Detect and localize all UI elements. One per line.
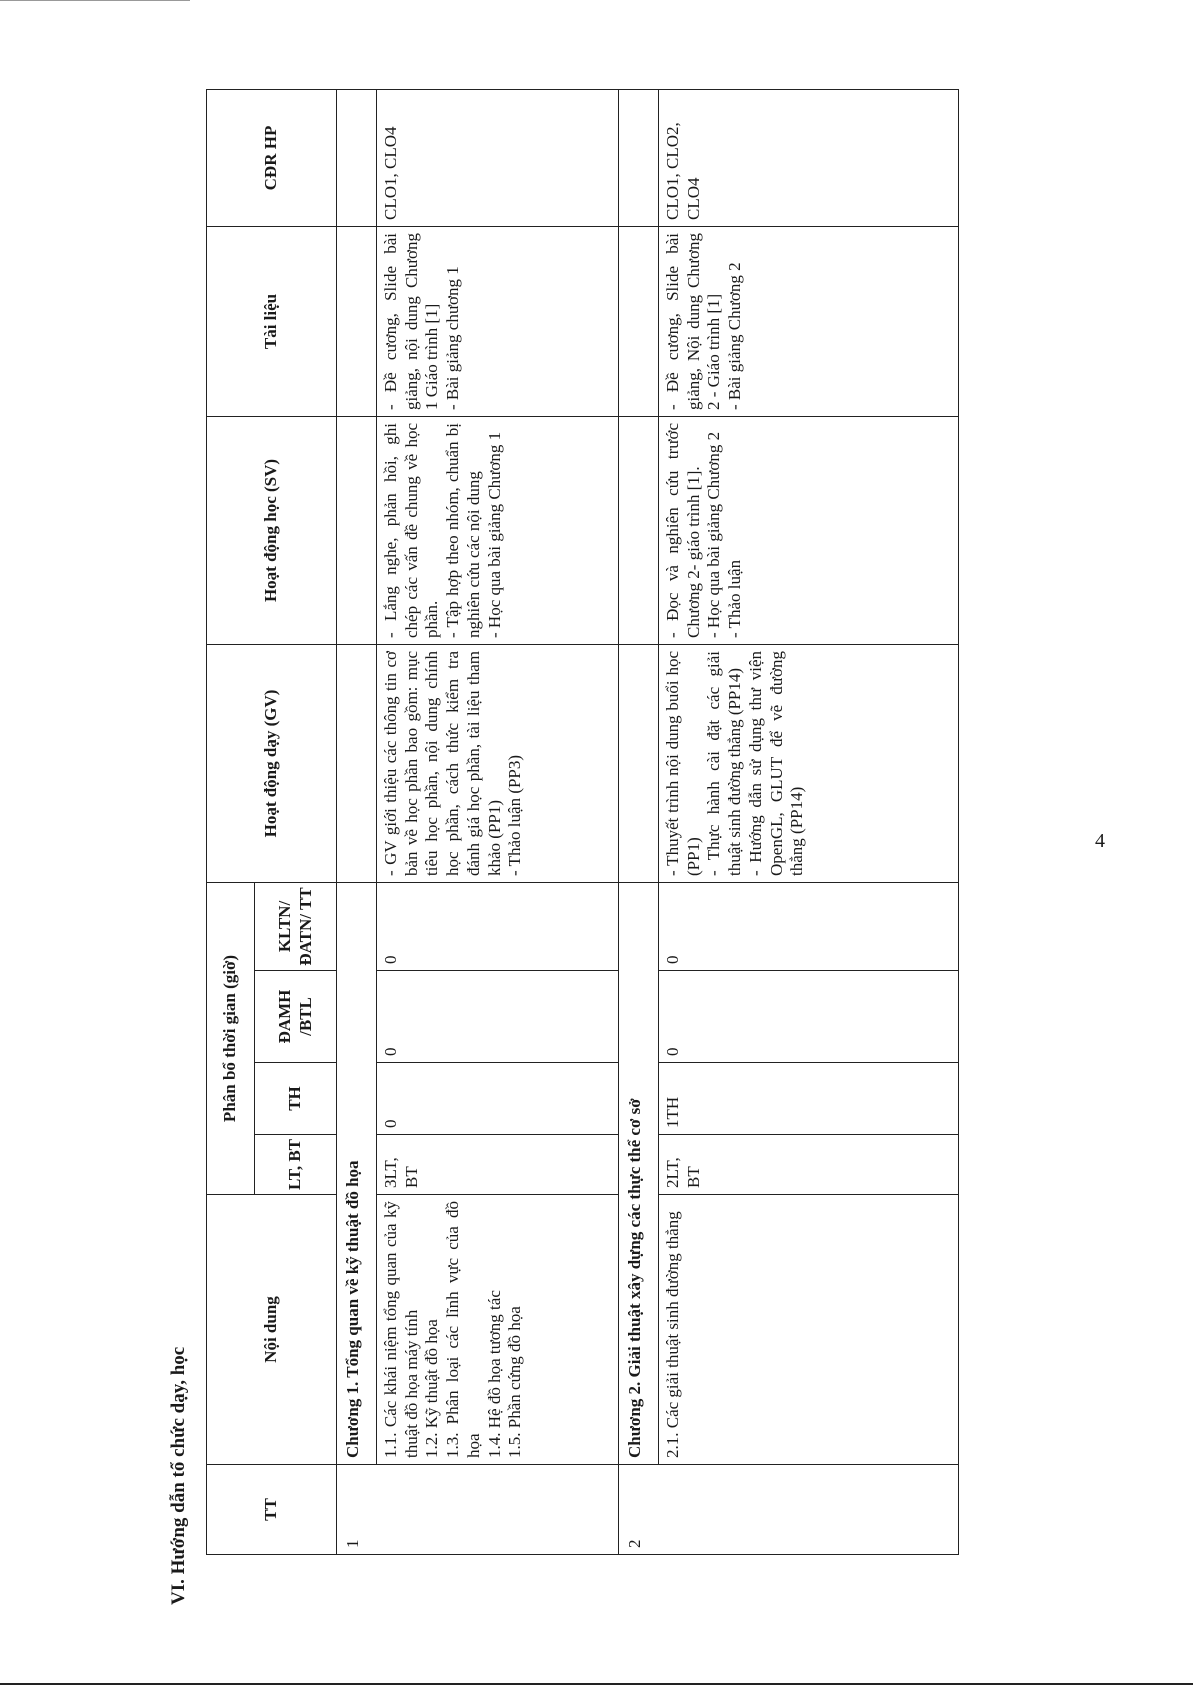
teaching-activity: - Thực hành cài đặt các giải thuật sinh đường thẳng (PP14) — [704, 650, 745, 876]
content-item: 2.1. Các giải thuật sinh đường thẳng — [663, 1211, 682, 1458]
teaching-activity: - Thuyết trình nội dung buổi học (PP1) — [663, 650, 703, 876]
content-cell — [659, 1195, 959, 1465]
tt-cell: 2 — [619, 1465, 959, 1555]
th-cell: 1TH — [659, 1063, 959, 1135]
header-damh-btl: ĐAMH /BTL — [255, 971, 337, 1063]
empty-cell — [337, 226, 377, 416]
header-hoat-dong-day: Hoạt động dạy (GV) — [207, 644, 337, 882]
content-item: 1.1. Các khái niệm tổng quan của kỹ thuật đồ họa máy tính — [381, 1201, 421, 1458]
syllabus-table — [206, 89, 959, 1555]
learning-activity-cell — [659, 416, 959, 644]
header-phan-bo-thoi-gian: Phân bổ thời gian (giờ) — [207, 882, 255, 1194]
chapter-title: Chương 1. Tổng quan về kỹ thuật đồ họa — [337, 882, 377, 1464]
chapter-row — [619, 89, 659, 1554]
teaching-activity: - Thảo luận (PP3) — [505, 754, 525, 876]
header-tai-lieu: Tài liệu — [207, 226, 337, 416]
header-hoat-dong-hoc: Hoạt động học (SV) — [207, 416, 337, 644]
material-item: - Bài giảng chương 1 — [443, 266, 463, 410]
chapter-row — [337, 89, 377, 1554]
teaching-activity: - GV giới thiệu các thông tin cơ bản về học phần bao gồm: mục tiêu học phần, nội dung chính học phần, cách thức kiểm tra đánh giá học phần, tài liệu tham khảo (PP1) — [381, 650, 504, 876]
teaching-activity-cell — [377, 644, 619, 882]
header-lt-bt: LT, BT — [255, 1135, 337, 1195]
header-cdr-hp: CĐR HP — [207, 89, 337, 226]
content-item: 1.4. Hệ đồ họa tương tác — [484, 1290, 504, 1458]
tt-cell: 1 — [337, 1465, 619, 1555]
section-title: VI. Hướng dẫn tổ chức dạy, học — [168, 1346, 189, 1605]
teaching-activity: - Hướng dẫn sử dụng thư viện OpenGL, GLUT để vẽ đường thẳng (PP14) — [745, 650, 807, 876]
rotated-page-content — [168, 45, 1048, 1605]
learning-activity-cell — [377, 416, 619, 644]
content-item: 1.3. Phân loại các lĩnh vực của đồ họa — [443, 1201, 483, 1458]
materials-cell — [377, 226, 619, 416]
learning-activity: - Tập hợp theo nhóm, chuẩn bị nghiên cứu các nội dung — [443, 422, 483, 638]
content-item: 1.2. Kỹ thuật đồ họa — [422, 1319, 442, 1458]
learning-activity: - Học qua bài giảng Chương 1 — [484, 431, 504, 638]
teaching-activity-cell — [659, 644, 959, 882]
scan-edge-top — [0, 0, 190, 1]
materials-cell — [659, 226, 959, 416]
header-noi-dung: Nội dung — [207, 1195, 337, 1465]
empty-cell — [619, 89, 659, 226]
learning-activity: - Thảo luận — [725, 559, 745, 638]
header-th: TH — [255, 1063, 337, 1135]
lt-bt-cell: 3LT, BT — [377, 1135, 619, 1195]
learning-activity: - Đọc và nghiên cứu trước Chương 2- giáo trình [1]. — [663, 422, 703, 638]
damh-btl-cell: 0 — [377, 971, 619, 1063]
empty-cell — [619, 644, 659, 882]
damh-btl-cell: 0 — [659, 971, 959, 1063]
material-item: - Đề cương, Slide bài giảng, nội dung Chương 1 Giáo trình [1] — [381, 232, 442, 410]
table-row — [659, 89, 959, 1554]
material-item: - Đề cương, Slide bài giảng, Nội dung Chương 2 - Giáo trình [1] — [663, 232, 724, 410]
header-kltn: KLTN/ ĐATN/ TT — [255, 882, 337, 970]
material-item: - Bài giảng Chương 2 — [725, 262, 745, 410]
header-tt: TT — [207, 1465, 337, 1555]
chapter-title: Chương 2. Giải thuật xây dựng các thực thể cơ sở — [619, 882, 659, 1464]
empty-cell — [337, 89, 377, 226]
empty-cell — [337, 644, 377, 882]
empty-cell — [619, 226, 659, 416]
content-cell — [377, 1195, 619, 1465]
empty-cell — [619, 416, 659, 644]
clo-cell: CLO1, CLO2, CLO4 — [659, 89, 959, 226]
lt-bt-cell: 2LT, BT — [659, 1135, 959, 1195]
table-row — [377, 89, 619, 1554]
content-item: 1.5. Phần cứng đồ họa — [505, 1306, 525, 1458]
learning-activity: - Lắng nghe, phản hồi, ghi chép các vấn đề chung về học phần. — [381, 422, 442, 638]
kltn-cell: 0 — [377, 882, 619, 970]
th-cell: 0 — [377, 1063, 619, 1135]
page-number: 4 — [1095, 830, 1105, 852]
kltn-cell: 0 — [659, 882, 959, 970]
learning-activity: - Học qua bài giảng Chương 2 — [704, 431, 724, 638]
empty-cell — [337, 416, 377, 644]
clo-cell: CLO1, CLO4 — [377, 89, 619, 226]
